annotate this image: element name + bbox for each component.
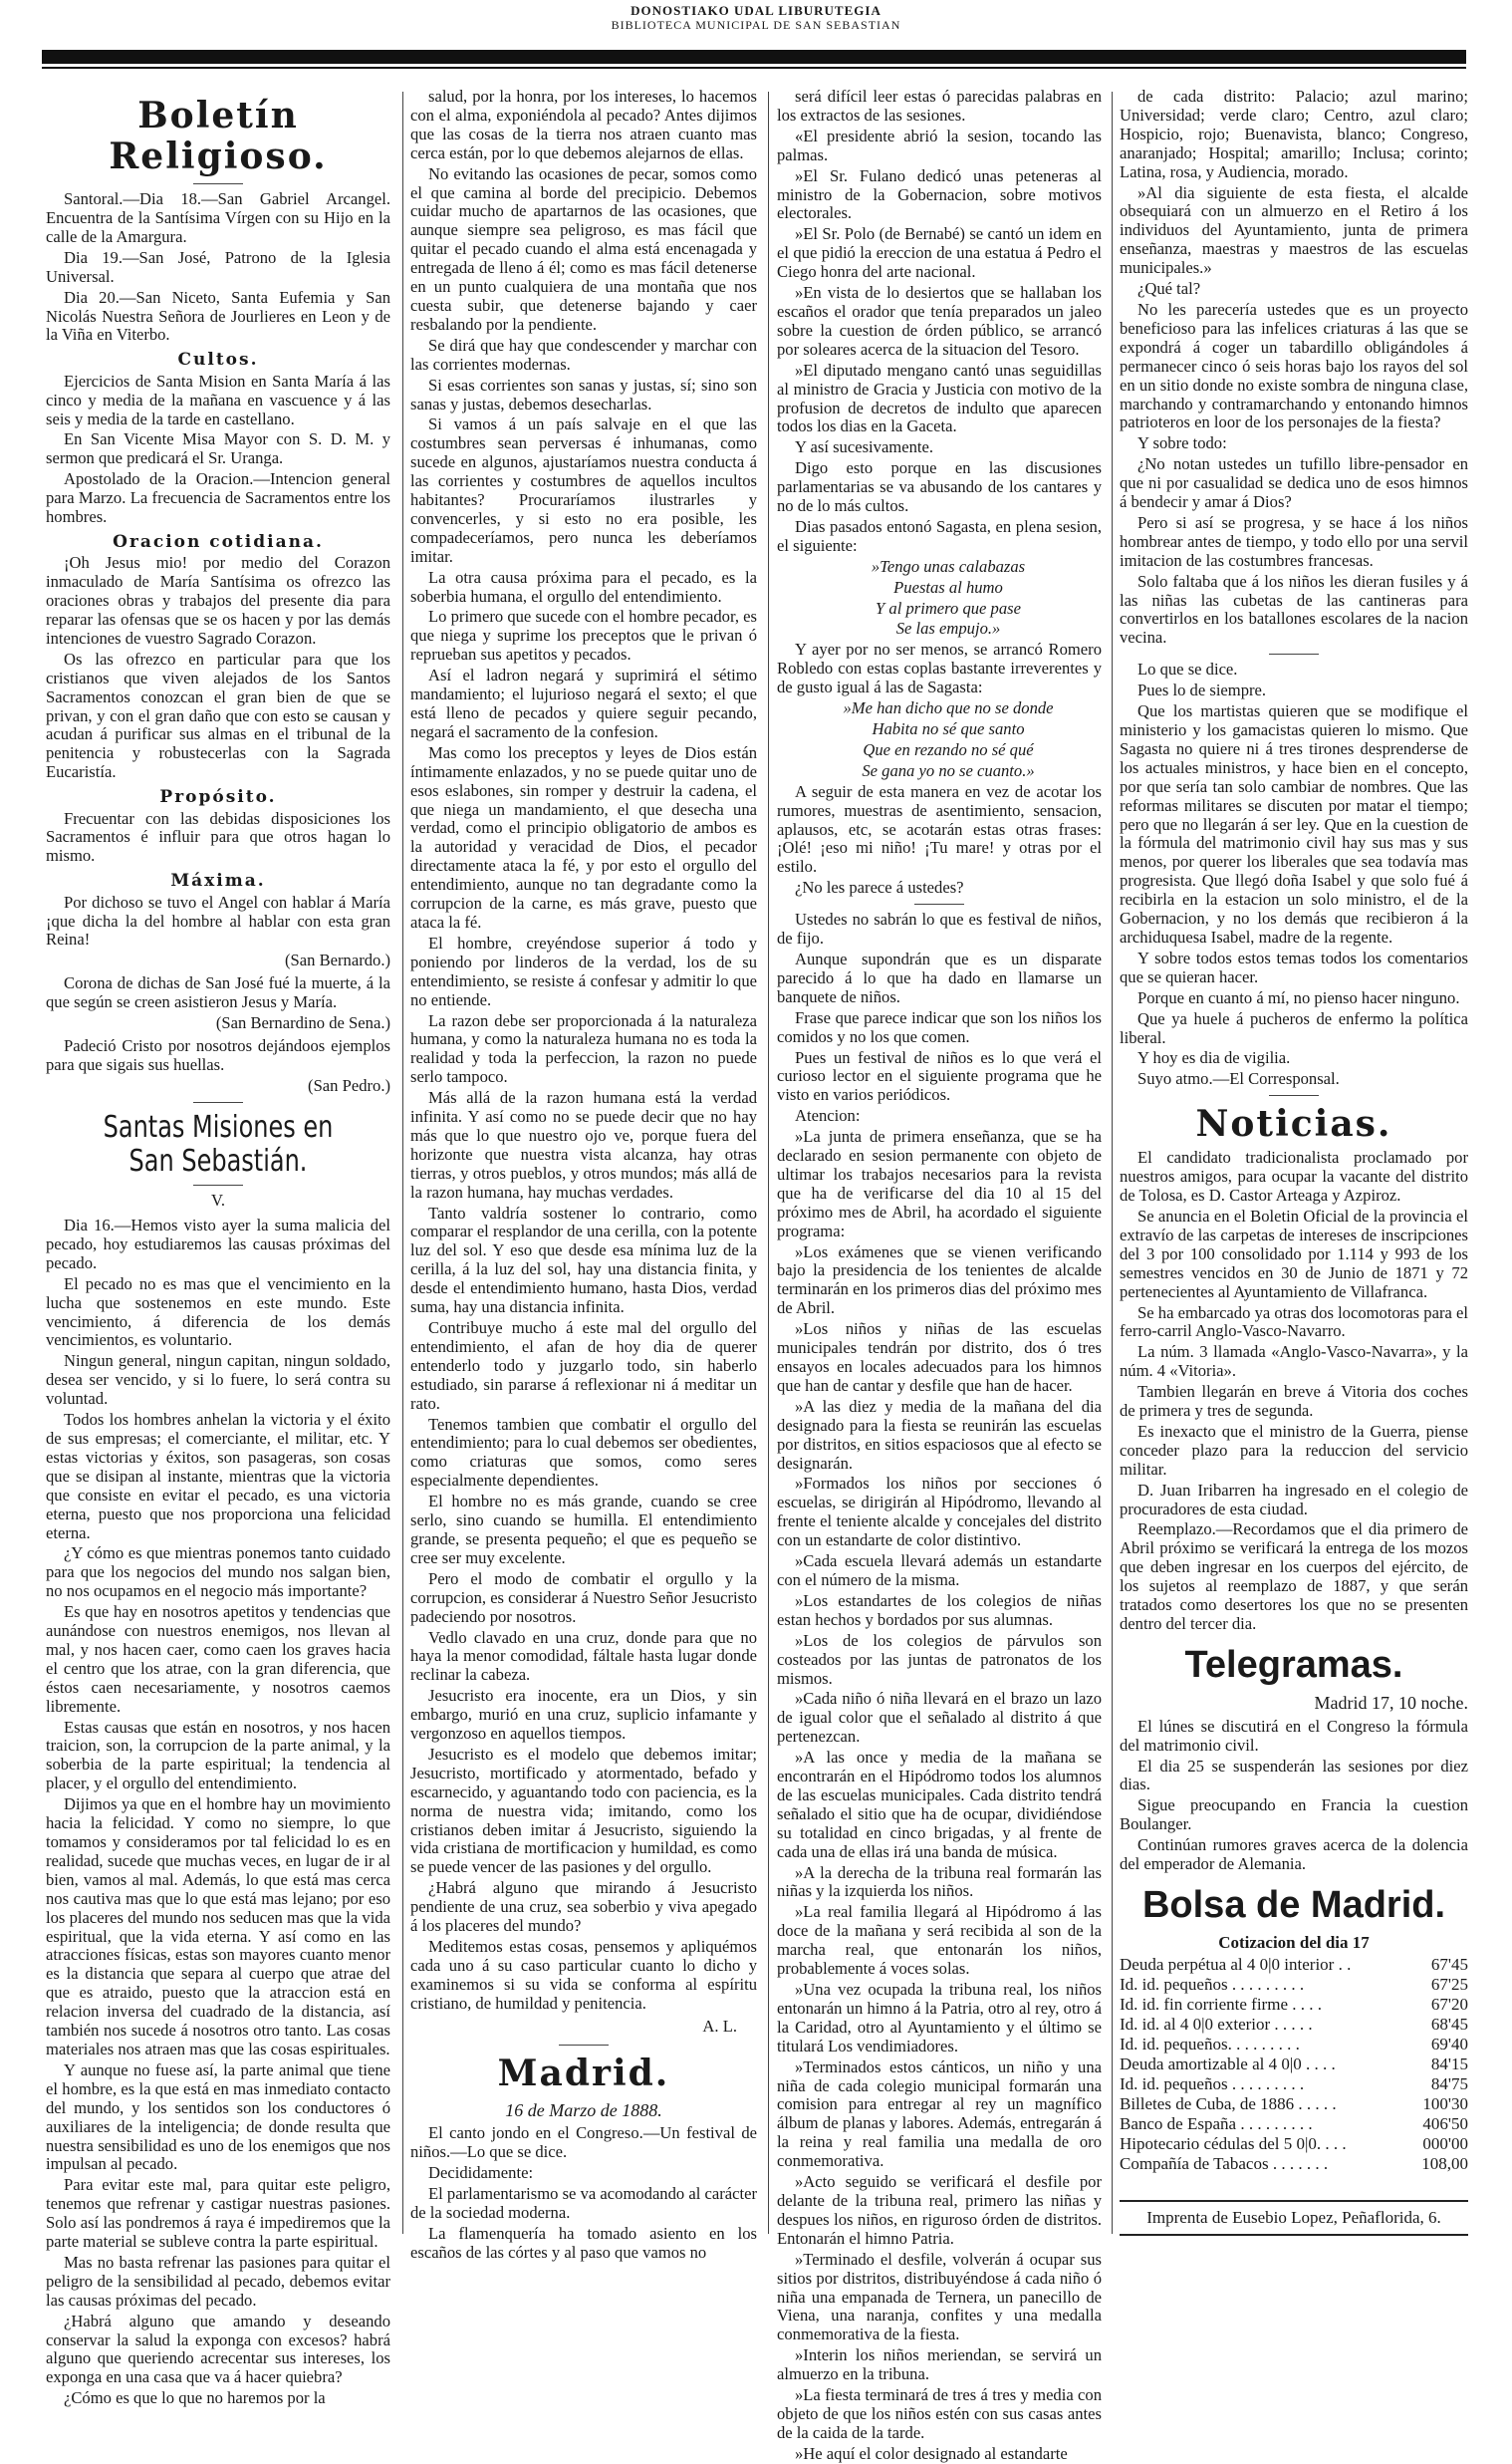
article-paragraph: La otra causa próxima para el pecado, es la soberbia humana, el orgullo del entendimiento.: [410, 567, 757, 606]
verse-line: Que en rezando no sé qué: [863, 739, 1034, 759]
festival-paragraph: »La fiesta terminará de tres á tres y media con objeto de que los niños estén con sus casas antes de la caida de la tarde.: [777, 2385, 1102, 2442]
misiones-paragraph: ¿Cómo es que lo que no haremos por la: [64, 2388, 326, 2408]
bolsa-label: Banco de España . . . . . . . . .: [1120, 2114, 1313, 2134]
madrid-paragraph: »El diputado mengano cantó unas seguidillas al ministro de Gracia y Justicia con motivo de la profusion de decretos de indulto que aparecen todos los dias en la Gaceta.: [777, 360, 1102, 436]
santoral-paragraph: Dia 20.—San Niceto, Santa Eufemia y San Nicolás Nuestra Señora de Jourlieres en Leon y de la Viña en Viterbo.: [46, 287, 390, 345]
news-paragraph: Que ya huele á pucheros de enfermo la política liberal.: [1120, 1008, 1468, 1047]
noticia-paragraph: D. Juan Iribarren ha ingresado en el colegio de procuradores de esta ciudad.: [1120, 1480, 1468, 1518]
article-paragraph: El hombre, creyéndose superior á todo y poniendo por linderos de la verdad, los de su entendimiento, se resiste á confesar y admitir lo que no entiende.: [410, 933, 757, 1009]
festival-continuation: [1120, 88, 1468, 648]
festival-paragraph: Pero si así se progresa, y se hace á los niños hombrear antes de tiempo, y todo ello por una servil imitacion de las costumbres francesas.: [1120, 512, 1468, 570]
maxima-quote: Padeció Cristo por nosotros dejándoos ejemplos para que sigais sus huellas.: [46, 1036, 390, 1074]
proposito-text: Frecuentar con las debidas disposiciones los Sacramentos é influir para que otros hagan lo mismo.: [46, 808, 390, 866]
madrid-paragraph: Y ayer por no ser menos, se arrancó Romero Robledo con estas coplas bastante irreverentes y de gusto igual á las de Sagasta:: [777, 640, 1102, 697]
bolsa-value: 69'40: [1430, 2034, 1468, 2053]
festival-paragraph: ¿No notan ustedes un tufillo libre-pensador en que ni por casualidad se dedica uno de esos himnos á bendecir y amar á Dios?: [1120, 454, 1468, 512]
festival-paragraph: »A las diez y media de la mañana del dia designado para la fiesta se reunirán las escuelas por distritos, en sitios espaciosos que al efecto se designarán.: [777, 1396, 1102, 1473]
misiones-continuation: [410, 88, 757, 2014]
imprenta-footer: Imprenta de Eusebio Lopez, Peñaflorida, 6.: [1120, 2200, 1468, 2235]
telegrama-paragraph: Sigue preocupando en Francia la cuestion Boulanger.: [1120, 1795, 1468, 1834]
cultos-paragraph: Ejercicios de Santa Mision en Santa María á las cinco y media de la mañana en vascuence y á las seis y media de la tarde en castellano.: [46, 371, 390, 428]
acotaciones-block: [777, 783, 1102, 898]
telegrama-paragraph: El lúnes se discutirá en el Congreso la fórmula del matrimonio civil.: [1120, 1716, 1468, 1755]
misiones-paragraph: ¿Y cómo es que mientras ponemos tanto cuidado para que los negocios del mundo nos salgan bien, no nos ocupamos en el negocio más importante?: [46, 1543, 390, 1601]
news-paragraph: Lo que se dice.: [1137, 660, 1238, 680]
masthead: [0, 0, 1512, 52]
festival-paragraph: »Interin los niños meriendan, se servirá un almuerzo en la tribuna.: [777, 2345, 1102, 2384]
festival-paragraph: »Cada escuela llevará además un estandarte con el número de la misma.: [777, 1551, 1102, 1589]
santoral-paragraph: Dia 19.—San José, Patrono de la Iglesia Universal.: [46, 247, 390, 286]
bolsa-value: 84'15: [1430, 2053, 1468, 2073]
madrid-title: Madrid.: [497, 2052, 670, 2094]
madrid-paragraph: «El presidente abrió la sesion, tocando las palmas.: [777, 126, 1102, 164]
bolsa-row: [1120, 1975, 1468, 1995]
bolsa-row: [1120, 2134, 1468, 2154]
article-paragraph: Tenemos tambien que combatir el orgullo del entendimiento; para lo cual debemos ser obedientes, como criaturas que somos, como seres especialmente dependientes.: [410, 1414, 757, 1491]
maxima-block: [46, 894, 390, 1096]
santoral-paragraph: Santoral.—Dia 18.—San Gabriel Arcangel. Encuentra de la Santísima Vírgen con su Hijo en la calle de la Amargura.: [46, 189, 390, 246]
news-paragraph: Porque en cuanto á mí, no pienso hacer ninguno.: [1137, 987, 1460, 1007]
noticia-paragraph: Se ha embarcado ya otras dos locomotoras para el ferro-carril Anglo-Vasco-Navarro.: [1120, 1302, 1468, 1341]
maxima-author: (San Bernardo.): [285, 951, 390, 970]
article-paragraph: La razon debe ser proporcionada á la naturaleza humana, y como la naturaleza humana no es toda la realidad y toda la perfeccion, la razon no puede serlo tampoco.: [410, 1010, 757, 1087]
bolsa-row: [1120, 2154, 1468, 2174]
article-paragraph: salud, por la honra, por los intereses, lo hacemos con el alma, exponiéndola al pecado? Antes dijimos que las cosas de la tierra nos atraen cuanto mas cerca están, por lo que debemos alejarnos de ellas.: [410, 87, 757, 162]
misiones-paragraph: El pecado no es mas que el vencimiento en la lucha que sostenemos en este mundo. Este vencimiento, á diferencia de los demás vencimientos, es voluntario.: [46, 1273, 390, 1350]
bolsa-label: Id. id. al 4 0|0 exterior . . . . .: [1120, 2014, 1313, 2034]
maxima-heading: Máxima.: [170, 871, 266, 892]
telegramas-dateline: Madrid 17, 10 noche.: [1314, 1693, 1468, 1714]
bolsa-label: Id. id. pequeños . . . . . . . . .: [1120, 1974, 1305, 1994]
madrid-continuation: [777, 88, 1102, 556]
bolsa-label: Hipotecario cédulas del 5 0|0. . . .: [1120, 2134, 1347, 2154]
bolsa-value: 84'75: [1430, 2073, 1468, 2093]
misiones-title: Santas Misiones en San Sebastián.: [103, 1109, 334, 1179]
article-paragraph: Meditemos estas cosas, pensemos y apliquémos cada uno á su caso particular cuanto lo dicho y examinemos si su vida se conforma al espíritu cristiano, de humildad y penitencia.: [410, 1937, 757, 2013]
festival-paragraph: »Acto seguido se verificará el desfile por delante de la tribuna real, primero las niñas y despues los niños, en riguroso órden de distritos. Entonarán el himno Patria.: [777, 2172, 1102, 2248]
masthead-library-spanish: BIBLIOTECA MUNICIPAL DE SAN SEBASTIAN: [611, 18, 901, 32]
festival-paragraph: Solo faltaba que á los niños les dieran fusiles y á las niñas las cubetas de las cantineras para convertirlos en los batallones escolares de la nacion vecina.: [1120, 571, 1468, 648]
cultos-block: [46, 373, 390, 527]
bolsa-label: Compañía de Tabacos . . . . . . .: [1120, 2154, 1329, 2174]
telegramas-title: Telegramas.: [1184, 1643, 1403, 1686]
noticias-block: [1120, 1149, 1468, 1634]
section-rule: [193, 1185, 243, 1186]
bolsa-subtitle: Cotizacion del dia 17: [1218, 1933, 1370, 1953]
bolsa-value: 67'20: [1430, 1994, 1468, 2014]
festival-paragraph: »La real familia llegará al Hipódromo á las doce de la mañana y será recibida al son de la marcha real, que entonarán los niños, probablemente á voces solas.: [777, 1902, 1102, 1979]
column-4: [1120, 88, 1468, 2270]
article-paragraph: Más allá de la razon humana está la verdad infinita. Y así como no se puede decir que no hay más que lo que nuestro ojo ve, porque fuera del horizonte que nuestra vista alcanza, hay otras tierras, y otros pueblos, y otros mundos; más allá de la razon humana, hay muchas verdades.: [410, 1088, 757, 1202]
bolsa-value: 67'25: [1430, 1974, 1468, 1994]
misiones-paragraph: Y aunque no fuese así, la parte animal que tiene el hombre, es la que está en mas inmediato contacto del mundo, y los sentidos son los conductores ó auxiliares de la inteligencia; de donde resulta que nuestra sensibilidad es uno de los enemigos que nos impulsan al pecado.: [46, 2059, 390, 2174]
article-paragraph: Lo primero que sucede con el hombre pecador, es que niega y suprime los preceptos que le privan ó reprueban sus apetitos y pecados.: [410, 607, 757, 665]
bolsa-title: Bolsa de Madrid.: [1141, 1883, 1446, 1926]
verse-line: »Me han dicho que no se donde: [843, 698, 1054, 718]
misiones-paragraph: Dia 16.—Hemos visto ayer la suma malicia del pecado, hoy estudiaremos las causas próximas del pecado.: [46, 1216, 390, 1272]
news-paragraph: Pues lo de siempre.: [1137, 681, 1267, 700]
noticia-paragraph: Reemplazo.—Recordamos que el dia primero de Abril próximo se verificará la entrega de los mozos que deben ingresar en los cuerpos del ejército, de los sujetos al reemplazo de 1887, y que serán tratados como desertores los que no se presenten dentro del tercer dia.: [1120, 1519, 1468, 1633]
news-paragraph: Que los martistas quieren que se modifique el ministerio y los gamacistas quieren lo mismo. Que Sagasta no quiere ni á tres tirones desprenderse de los actuales ministros, y hace bien en el concepto, por que sería tan solo cambiar de nombres. Que las reformas militares se discuten por matar el tiempo; pero que no llegarán á ser ley. Que en la cuestion de la fórmula del matrimonio civil hay sus mas y sus menos, por querer los liberales que sea todavía mas progresista. Que llegó doña Isabel y que solo fué á recibirla en la estacion un solo ministro, el de la Gobernacion, y no los demás que recibieron á la archiduquesa Isabel, madre de la regente.: [1120, 701, 1468, 947]
verse-sagasta: [777, 558, 1102, 640]
madrid-paragraph: »En vista de lo desiertos que se hallaban los escaños el orador que tenía preparados un jaleo sobre la cuestion de órden público, se arrancó por soleares acerca de la situacion del Tesoro.: [777, 283, 1102, 359]
festival-paragraph: Y sobre todo:: [1137, 433, 1227, 453]
festival-paragraph: »Cada niño ó niña llevará en el brazo un lazo de igual color que el señalado al distrito á que pertenezcan.: [777, 1689, 1102, 1747]
verse-line: Habita no sé que santo: [872, 719, 1025, 738]
oracion-paragraph: ¡Oh Jesus mio! por medio del Corazon inmaculado de María Santísima os ofrezco las oraciones obras y trabajos del presente dia para reparar las ofensas que se os hacen y por las demás intenciones de vuestro Sagrado Corazon.: [46, 553, 390, 648]
noticia-paragraph: El candidato tradicionalista proclamado por nuestros amigos, para ocupar la vacante del distrito de Tolosa, es D. Castor Arteaga y Azpiroz.: [1120, 1148, 1468, 1206]
bolsa-label: Id. id. pequeños . . . . . . . . .: [1120, 2073, 1305, 2093]
festival-block: [777, 911, 1102, 2464]
section-rule: [193, 183, 243, 184]
madrid-paragraph: »El Sr. Polo (de Bernabé) se cantó un idem en el que pidió la ereccion de una estatua á Pedro el Ciego honra del arte nacional.: [777, 224, 1102, 282]
bolsa-value: 100'30: [1422, 2094, 1468, 2113]
section-rule: [559, 2045, 609, 2046]
madrid-paragraph: Y así sucesivamente.: [795, 437, 934, 457]
article-paragraph: Si esas corrientes son sanas y justas, sí; sino son sanas y justas, debemos desecharlas.: [410, 375, 757, 413]
bolsa-value: 108,00: [1421, 2154, 1468, 2174]
noticia-paragraph: Es inexacto que el ministro de la Guerra, piense conceder plazo para la reduccion del servicio militar.: [1120, 1421, 1468, 1479]
misiones-block: [46, 1217, 390, 2408]
festival-paragraph: »Al dia siguiente de esta fiesta, el alcalde obsequiará con un almuerzo en el Retiro á los individuos del Ayuntamiento, junta de primera enseñanza, maestras y maestros de las escuelas municipales.»: [1120, 182, 1468, 278]
article-paragraph: El hombre no es más grande, cuando se cree serlo, sino cuando se humilla. El entendimiento grande, se presenta pequeño; el que es pequeño se cree ser muy excelente.: [410, 1492, 757, 1567]
article-paragraph: Así el ladron negará y suprimirá el sétimo mandamiento; el lujurioso negará el sexto; el que está lleno de pecados y quiere seguir pecando, negará el sacramento de la confesion.: [410, 666, 757, 741]
noticia-paragraph: La núm. 3 llamada «Anglo-Vasco-Navarra», y la núm. 4 «Vitoria».: [1120, 1342, 1468, 1381]
cultos-paragraph: Apostolado de la Oracion.—Intencion general para Marzo. La frecuencia de Sacramentos entre los hombres.: [46, 469, 390, 527]
maxima-quote: Corona de dichas de San José fué la muerte, á la que según se creen asistieron Jesus y María.: [46, 973, 390, 1012]
bolsa-row: [1120, 2114, 1468, 2134]
madrid-paragraph: El canto jondo en el Congreso.—Un festival de niños.—Lo que se dice.: [410, 2123, 757, 2161]
bolsa-label: Deuda perpétua al 4 0|0 interior . .: [1120, 1954, 1352, 1974]
misiones-number: V.: [211, 1191, 225, 1211]
article-paragraph: Mas como los preceptos y leyes de Dios están íntimamente enlazados, y no se puede quitar uno de esos eslabones, sin romper y destruir la cadena, el que niega un mandamiento, el que desecha una verdad, como el principio obligatorio de ambos es la autoridad y veracidad de Dios, el pecador directamente ataca la fé, y por esto el orgullo del entendimiento, aunque no tan degradante como la corrupcion de la carne, es más grave, puesto que ataca la fé.: [410, 742, 757, 932]
bolsa-value: 68'45: [1430, 2014, 1468, 2034]
article-paragraph: ¿Habrá alguno que mirando á Jesucristo pendiente de una cruz, sea soberbio y viva apegado á los placeres del mundo?: [410, 1878, 757, 1936]
article-paragraph: Vedlo clavado en una cruz, donde para que no haya la menor comodidad, fáltale hasta lugar donde reclinar la cabeza.: [410, 1627, 757, 1685]
madrid-paragraph: »El Sr. Fulano dedicó unas peteneras al ministro de la Gobernacion, sobre motivos electorales.: [777, 165, 1102, 223]
news-paragraph: Y hoy es dia de vigilia.: [1137, 1048, 1291, 1068]
madrid-paragraph: ¿No les parece á ustedes?: [795, 878, 964, 898]
festival-paragraph: »He aquí el color designado al estandarte: [795, 2443, 1068, 2463]
misiones-paragraph: Mas no basta refrenar las pasiones para quitar el peligro de la sensibilidad al pecado, debemos evitar las causas próximas del pecado.: [46, 2252, 390, 2310]
bolsa-row: [1120, 2074, 1468, 2094]
cultos-paragraph: En San Vicente Misa Mayor con S. D. M. y sermon que predicará el Sr. Uranga.: [46, 429, 390, 468]
verse-line: Se gana yo no se cuanto.»: [862, 760, 1035, 780]
article-paragraph: No evitando las ocasiones de pecar, somos como el que camina al borde del precipicio. Debemos cuidar mucho de apartarnos de las ocasiones, que aunque siempre sea peligroso, es mas fácil que quitar el pecado cuando el alma está encenagada y entregada de lleno á él; como es mas fácil detenerse en un punto cualquiera de una montaña que nos cuesta subir, que detenerse bajando y caer resbalando por la pendiente.: [410, 163, 757, 334]
festival-paragraph: No les parecería ustedes que es un proyecto beneficioso para las infelices criaturas á las que se expondrá á coger un tabardillo obligándoles á permanecer cinco ó seis horas bajo los rayos del sol en un sitio donde no existe sombra de ninguna clase, marchando y contramarchando y entonando himnos patrioteros en loor de los personajes de la fiesta?: [1120, 299, 1468, 432]
festival-paragraph: Pues un festival de niños es lo que verá el curioso lector en el siguiente programa que he visto en varios periódicos.: [777, 1047, 1102, 1105]
verse-line: Puestas al humo: [893, 577, 1003, 597]
verse-line: »Tengo unas calabazas: [871, 556, 1026, 576]
misiones-paragraph: ¿Habrá alguno que amando y deseando conservar la salud la exponga con excesos? habrá alguno que queriendo acrecentar sus intereses, los exponga en una casa que va á hacer quiebra?: [46, 2311, 390, 2387]
oracion-paragraph: Os las ofrezco en particular para que los cristianos que viven alejados de los Santos Sacramentos conozcan el gran bien de que se privan, y con el gran daño que con esto se causan y acudan á purificar sus almas en el tribunal de la penitencia y robustecerlas con la Sagrada Eucaristía.: [46, 649, 390, 782]
telegramas-block: [1120, 1718, 1468, 1874]
article-paragraph: Jesucristo era inocente, era un Dios, y sin embargo, murió en una cruz, suplicio infamante y vergonzoso en aquellos tiempos.: [410, 1686, 757, 1744]
section-rule: [914, 904, 964, 905]
bolsa-label: Id. id. pequeños. . . . . . . . .: [1120, 2034, 1300, 2053]
bolsa-label: Billetes de Cuba, de 1886 . . . . .: [1120, 2094, 1337, 2113]
bolsa-value: 406'50: [1422, 2114, 1468, 2134]
festival-paragraph: »Los niños y niñas de las escuelas municipales tendrán por distrito, dos ó tres ensayos en locales adecuados para los himnos que han de cantar y desfile que han de hacer.: [777, 1319, 1102, 1395]
bolsa-row: [1120, 2054, 1468, 2074]
misiones-paragraph: Estas causas que están en nosotros, y nos hacen traicion, son, la corrupcion de la parte animal, y la soberbia de la parte espiritual; la tendencia al placer, y el orgullo del entendimiento.: [46, 1717, 390, 1793]
festival-paragraph: »A las once y media de la mañana se encontrarán en el Hipódromo todos los alumnos de las escuelas municipales. Cada distrito tendrá señalado el sitio que ha de ocupar, dividiéndose su totalidad en cinco brigadas, y al frente de cada una de ellas irá una banda de música.: [777, 1748, 1102, 1861]
misiones-paragraph: Todos los hombres anhelan la victoria y el éxito de sus empresas; el comerciante, el militar, etc. Y estas victorias y éxitos, son pasageras, son cosas que se disipan al instante, mientras que la victoria que consiste en evitar el pecado, es una victoria eterna, puesto que nos proporciona una felicidad eterna.: [46, 1410, 390, 1542]
article-paragraph: Contribuye mucho á este mal del orgullo del entendimiento, el afan de hoy dia de querer entenderlo todo y juzgarlo todo, sin haberlo estudiado, sin pararse á reflexionar ni á meditar un rato.: [410, 1318, 757, 1413]
festival-paragraph: »Formados los niños por secciones ó escuelas, se dirigirán al Hipódromo, llevando al frente el teniente alcalde y concejales del distrito con un estandarte de color distintivo.: [777, 1474, 1102, 1550]
verse-romero: [777, 699, 1102, 781]
telegrama-paragraph: El dia 25 se suspenderán las sesiones por diez dias.: [1120, 1756, 1468, 1794]
bolsa-row: [1120, 1955, 1468, 1975]
telegrama-paragraph: Continúan rumores graves acerca de la dolencia del emperador de Alemania.: [1120, 1835, 1468, 1874]
madrid-dateline: 16 de Marzo de 1888.: [505, 2099, 662, 2120]
festival-paragraph: »Los estandartes de los colegios de niñas estan hechos y bordados por sus alumnas.: [777, 1590, 1102, 1629]
column-divider: [1112, 92, 1113, 2234]
festival-paragraph: »Los de los colegios de párvulos son costeados por las juntas de patronatos de los mismos.: [777, 1630, 1102, 1688]
maxima-author: (San Pedro.): [308, 1075, 390, 1095]
festival-paragraph: Atencion:: [795, 1106, 861, 1126]
article-signature: A. L.: [702, 2016, 737, 2036]
bolsa-row: [1120, 2035, 1468, 2054]
misiones-paragraph: Es que hay en nosotros apetitos y tendencias que aunándose con nuestros enemigos, nos llevan al mal, y nos hacen caer, como caen los graves hacia el centro que los atrae, con la gran diferencia, que éstos caen necesariamente, y nosotros caemos libremente.: [46, 1602, 390, 1716]
column-divider: [402, 92, 403, 2234]
madrid-paragraph: El parlamentarismo se va acomodando al carácter de la sociedad moderna.: [410, 2183, 757, 2222]
cultos-heading: Cultos.: [177, 350, 259, 371]
festival-paragraph: »Una vez ocupada la tribuna real, los niños entonarán un himno á la Patria, otro al rey, otro á la Caridad, otro al Ayuntamiento y el último se titulará Los vendimiadores.: [777, 1980, 1102, 2055]
madrid-paragraph: La flamenquería ha tomado asiento en los escaños de las córtes y al paso que vamos no: [410, 2223, 757, 2262]
festival-paragraph: »Los exámenes que se vienen verificando bajo la presidencia de los tenientes de alcalde terminarán en los primeros dias del próximo mes de Abril.: [777, 1241, 1102, 1318]
madrid-paragraph: Dias pasados entonó Sagasta, en plena sesion, el siguiente:: [777, 516, 1102, 555]
madrid-paragraph: será difícil leer estas ó parecidas palabras en los extractos de las sesiones.: [777, 87, 1102, 125]
news-paragraph: Y sobre todos estos temas todos los comentarios que se quieran hacer.: [1120, 948, 1468, 986]
verse-line: Se las empujo.»: [895, 619, 1001, 639]
noticia-paragraph: Se anuncia en el Boletin Oficial de la provincia el extravío de las carpetas de intereses de inscripciones del 3 por 100 consolidado por 1.114 y 993 de los semestres vencidos en 30 de Junio de 1871 y 72 pertenecientes al Ayuntamiento de Villafranca.: [1120, 1206, 1468, 1301]
column-3: [777, 87, 1102, 2463]
festival-paragraph: de cada distrito: Palacio; azul marino; Universidad; verde claro; Centro, azul claro; Hospicio, rojo; Buenavista, blanco; Congreso, anaranjado; Hospital; amarillo; Inclusa; corinto; Latina, rosa, y Audiencia, morado.: [1120, 87, 1468, 181]
masthead-library-basque: DONOSTIAKO UDAL LIBURUTEGIA: [630, 3, 882, 18]
festival-paragraph: Aunque supondrán que es un disparate parecido á lo que ha dado en llamarse un banquete de niños.: [777, 949, 1102, 1006]
article-paragraph: Si vamos á un país salvaje en el que las costumbres sean perversas é inhumanas, como sucede en algunos, ajustaríamos nuestra conducta á las corrientes y costumbres de aquellos incultos habitantes? Procuraríamos ilustrarles y convencerles, y si esto no era posible, les compadeceríamos, pero nunca les deberíamos imitar.: [410, 414, 757, 566]
column-divider: [768, 92, 769, 2234]
madrid-paragraph: Decididamente:: [428, 2162, 534, 2182]
madrid-paragraph: A seguir de esta manera en vez de acotar los rumores, muestras de asentimiento, sensacion, aplausos, etc, se acotarán estas otras frases: ¡Olé! ¡eso mi niño! ¡Tu mare! y otras por el estilo.: [777, 781, 1102, 877]
section-rule: [1269, 1095, 1319, 1096]
lo-que-se-dice-block: [1120, 661, 1468, 1089]
misiones-paragraph: Ningun general, ningun capitan, ningun soldado, desea ser vencido, y si lo fuere, lo será contra su voluntad.: [46, 1351, 390, 1409]
bolsa-label: Deuda amortizable al 4 0|0 . . . .: [1120, 2053, 1336, 2073]
section-rule: [193, 1102, 243, 1103]
article-paragraph: Tanto valdría sostener lo contrario, como comparar el resplandor de una cerilla, con la potente luz del sol. Y eso que desde esa mínima luz de la cerilla, á la luz del sol, hay una distancia finita, y desde el entendimiento humano, hasta Dios, verdad suma, hay una distancia infinita.: [410, 1203, 757, 1317]
festival-paragraph: Ustedes no sabrán lo que es festival de niños, de fijo.: [777, 910, 1102, 949]
bolsa-label: Id. id. fin corriente firme . . . .: [1120, 1994, 1322, 2014]
maxima-author: (San Bernardino de Sena.): [215, 1013, 390, 1033]
festival-paragraph: ¿Qué tal?: [1137, 279, 1201, 299]
verse-line: Y al primero que pase: [876, 598, 1021, 618]
bolsa-row: [1120, 2094, 1468, 2114]
bolsa-value: 000'00: [1422, 2134, 1468, 2154]
festival-paragraph: »Terminados estos cánticos, un niño y una niña de cada colegio municipal formarán una comision para entregar al rey un magnífico álbum de planas y labores. Además, entregarán á la reina y real familia una medalla de oro conmemorativa.: [777, 2056, 1102, 2171]
bolsa-row: [1120, 2015, 1468, 2035]
noticias-title: Noticias.: [1195, 1103, 1392, 1146]
header-rule: [42, 50, 1466, 64]
bolsa-row: [1120, 1995, 1468, 2015]
romero-intro: [777, 641, 1102, 697]
madrid-paragraph: Digo esto porque en las discusiones parlamentarias se va abusando de los cantares y no de lo más cultos.: [777, 458, 1102, 516]
article-paragraph: Pero el modo de combatir el orgullo y la corrupcion, es considerar á Nuestro Señor Jesucristo padeciendo por nosotros.: [410, 1568, 757, 1626]
festival-paragraph: »Terminado el desfile, volverán á ocupar sus sitios por distritos, distribuyéndose á cada niño ó niña una empanada de Ternera, un panecillo de Viena, una naranja, confites y una medalla conmemorativa de la fiesta.: [777, 2249, 1102, 2344]
bolsa-value: 67'45: [1430, 1954, 1468, 1974]
oracion-heading: Oracion cotidiana.: [113, 531, 324, 552]
column-2: [410, 88, 757, 2270]
article-paragraph: Jesucristo es el modelo que debemos imitar; Jesucristo, mortificado y atormentado, befado y escarnecido, y aguantando todo con paciencia, es la norma de nuestra vida; imitando, como los cristianos deben imitar á Jesucristo, siguiendo la vida cristiana de mortificacion y humildad, es como se puede vencer de las pasiones y del orgullo.: [410, 1744, 757, 1877]
column-1: [46, 88, 390, 2408]
oracion-block: [46, 554, 390, 782]
bolsa-table: [1120, 1955, 1468, 2175]
misiones-paragraph: Dijimos ya que en el hombre hay un movimiento hacia la felicidad. Y como no siempre, lo que tomamos y consideramos por tal felicidad lo es en realidad, sucede que muchas veces, en lugar de ir al bien, vamos al mal. Además, lo que está mas cerca nos cautiva mas que lo que está mas lejano; por eso los placeres del mundo nos seducen mas que la vida espiritual, que la vida eterna. Y así como en las atracciones físicas, estas son mayores cuanto menor es la distancia que separa al cuerpo que atrae del que es atraido, puesto que la atraccion está en relacion inversa del cuadrado de la distancia, así también nos sucede á nosotros otro tanto. Las cosas materiales nos atraen mas que las cosas espirituales.: [46, 1794, 390, 2058]
festival-paragraph: »A la derecha de la tribuna real formarán las niñas y la izquierda los niños.: [777, 1862, 1102, 1901]
santoral-block: [46, 190, 390, 345]
festival-paragraph: Frase que parece indicar que son los niños los comidos y no los que comen.: [777, 1007, 1102, 1046]
news-paragraph: Suyo atmo.—El Corresponsal.: [1137, 1069, 1340, 1089]
section-rule: [1269, 654, 1319, 655]
festival-paragraph: »La junta de primera enseñanza, que se ha declarado en sesion permanente con objeto de ultimar los trabajos necesarios para la revista que ha de verificarse del dia 10 al 15 del próximo mes de Abril, ha acordado el siguiente programa:: [777, 1127, 1102, 1240]
misiones-paragraph: Para evitar este mal, para quitar este peligro, tenemos que refrenar y castigar nuestras pasiones. Solo así las pondremos á raya é impediremos que la parte material se sublevе contra la parte espiritual.: [46, 2175, 390, 2252]
proposito-heading: Propósito.: [159, 787, 277, 808]
maxima-quote: Por dichoso se tuvo el Angel con hablar á María ¡que dicha la del hombre al hablar con esta gran Reina!: [46, 892, 390, 950]
article-paragraph: Se dirá que hay que condescender y marchar con las corrientes modernas.: [410, 335, 757, 374]
boletin-religioso-title: Boletín Religioso.: [109, 95, 328, 178]
madrid-block: [410, 2124, 757, 2262]
noticia-paragraph: Tambien llegarán en breve á Vitoria dos coches de primera y tres de segunda.: [1120, 1382, 1468, 1421]
